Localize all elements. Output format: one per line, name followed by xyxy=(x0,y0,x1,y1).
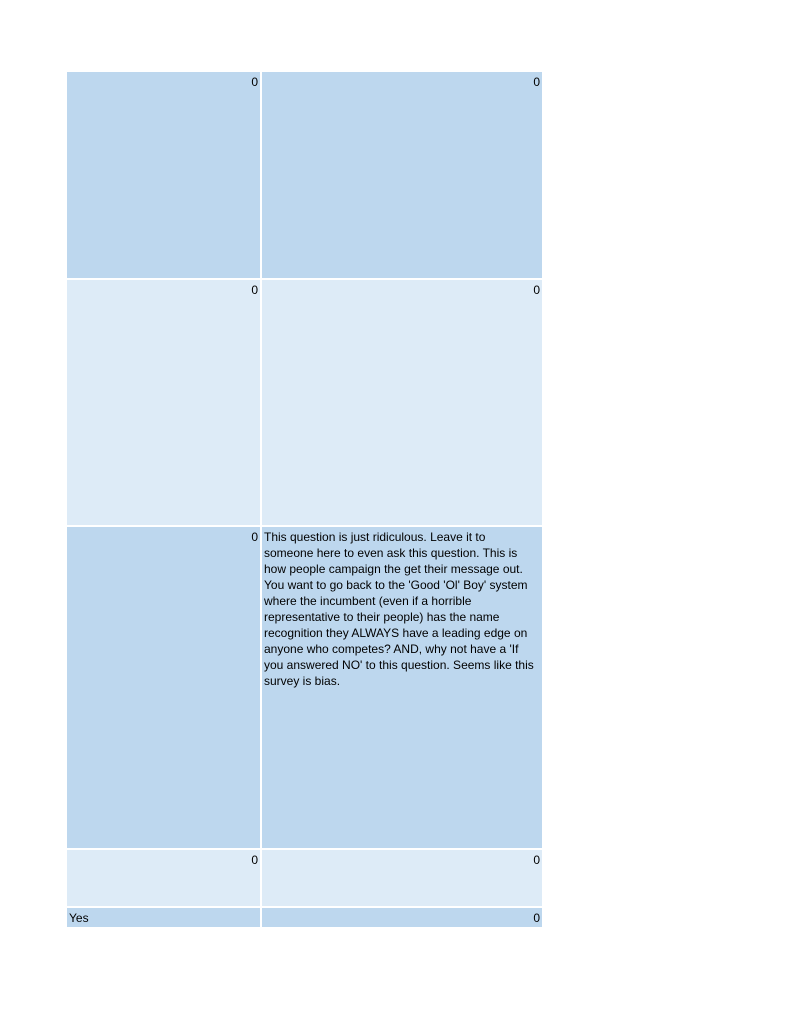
spreadsheet-table xyxy=(67,72,542,927)
comment-cell[interactable]: This question is just ridiculous. Leave it to someone here to even ask this question. This is how people campaign the get their message out. You want to go back to the 'Good 'Ol' Boy' system where the incumbent (even if a horrible representative to their people) has the name recognition they ALWAYS have a leading edge on anyone who competes? AND, why not have a 'If you answered NO' to this question. Seems like this survey is bias. xyxy=(260,527,542,848)
table-cell-col1[interactable]: 0 xyxy=(67,280,260,525)
table-row xyxy=(67,850,542,908)
answer-cell[interactable]: Yes xyxy=(67,908,260,927)
table-cell-col1[interactable]: 0 xyxy=(67,850,260,906)
table-cell-col2[interactable]: 0 xyxy=(260,72,542,278)
table-cell-col2[interactable]: 0 xyxy=(260,280,542,525)
table-cell-col1[interactable]: 0 xyxy=(67,527,260,848)
table-row xyxy=(67,527,542,850)
table-row xyxy=(67,280,542,527)
table-row xyxy=(67,908,542,927)
table-cell-col2[interactable]: 0 xyxy=(260,908,542,927)
table-row xyxy=(67,72,542,280)
table-cell-col2[interactable]: 0 xyxy=(260,850,542,906)
table-cell-col1[interactable]: 0 xyxy=(67,72,260,278)
